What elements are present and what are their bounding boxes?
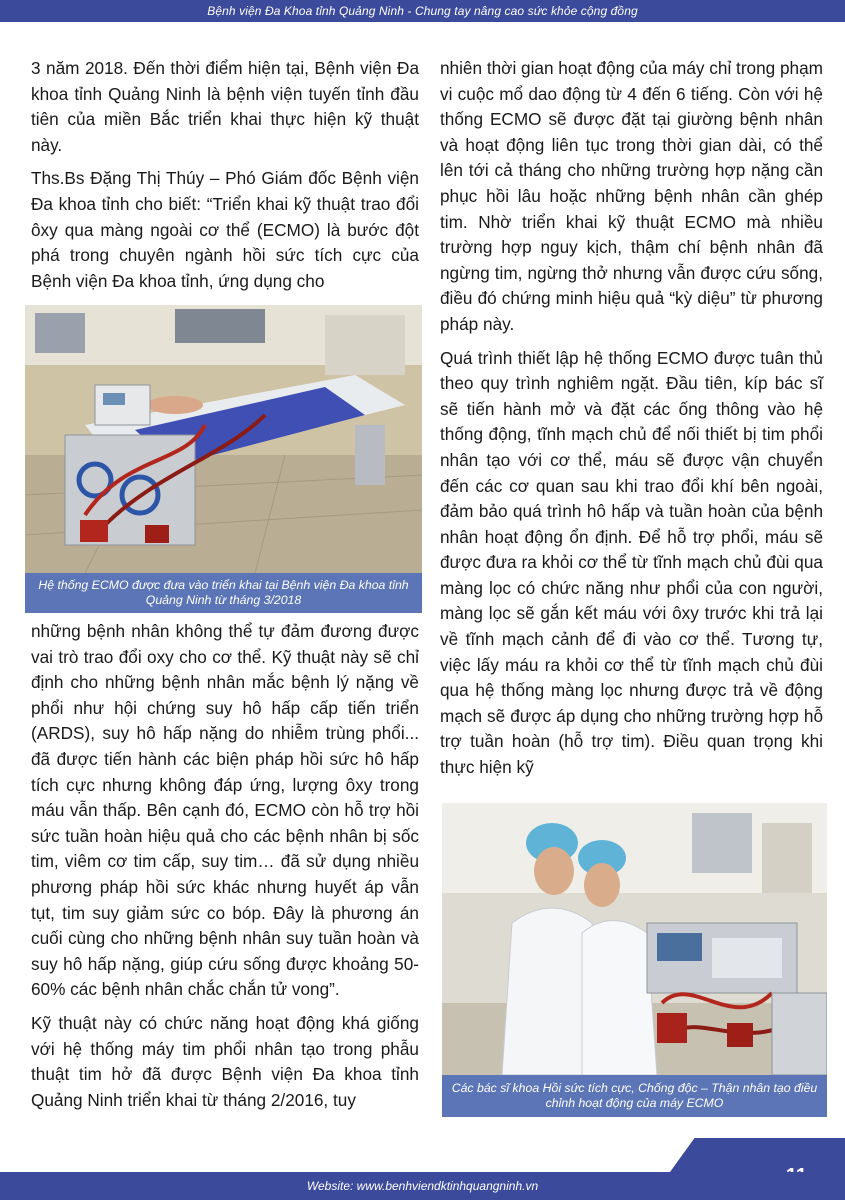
footer-band (0, 1172, 845, 1200)
footer-website: Website: www.benhviendktinhquangninh.vn (306, 1179, 539, 1193)
header-slogan: Bệnh viện Đa Khoa tỉnh Quảng Ninh - Chung tay nâng cao sức khỏe cộng đồng (207, 4, 638, 18)
left-column-bottom (31, 619, 419, 1121)
paragraph: Ths.Bs Đặng Thị Thúy – Phó Giám đốc Bệnh viện Đa khoa tỉnh cho biết: “Triển khai kỹ thuật trao đổi ôxy qua màng ngoài cơ thể (ECMO) là bước đột phá trong chuyên ngành hồi sức tích cực của Bệnh viện Đa khoa tỉnh, ứng dụng cho (31, 168, 419, 291)
header-band (0, 0, 845, 22)
photo-doctors-illustration (442, 803, 827, 1075)
caption-doctors: Các bác sĩ khoa Hồi sức tích cực, Chống độc – Thận nhân tạo điều chỉnh hoạt động của máy ECMO (442, 1075, 827, 1117)
photo-ecmo-bed (25, 305, 422, 573)
photo-ecmo-bed-illustration (25, 305, 422, 573)
left-column-top (31, 56, 419, 302)
figure-doctors (442, 803, 827, 1117)
paragraph: Quá trình thiết lập hệ thống ECMO được tuân thủ theo quy trình nghiêm ngặt. Đầu tiên, kíp bác sĩ sẽ tiến hành mở và đặt các ống thông vào hệ thống động, tĩnh mạch chủ để nối thiết bị tim phổi nhân tạo với cơ thể, máu sẽ được vận chuyển đến các cơ quan sau khi trao đổi khí bên ngoài, đảm bảo quá trình hô hấp và tuần hoàn của bệnh nhân hoạt động ổn định. Để hỗ trợ phổi, máu sẽ được đưa ra khỏi cơ thể từ tĩnh mạch chủ đùi qua màng lọc có chức năng như phổi của con người, màng lọc sẽ gắn kết máu với ôxy trước khi trả lại về tĩnh mạch cảnh để đi vào cơ thể. Tương tự, việc lấy máu ra khỏi cơ thể từ tĩnh mạch chủ đùi qua hệ thống màng lọc nhưng được trả về động mạch sẽ được áp dụng cho những trường hợp hỗ trợ tuần hoàn (hỗ trợ tim). Điều quan trọng khi thực hiện kỹ (440, 347, 823, 778)
paragraph: 3 năm 2018. Đến thời điểm hiện tại, Bệnh viện Đa khoa tỉnh Quảng Ninh là bệnh viện tuyến tỉnh đầu tiên của miền Bắc triển khai thực hiện kỹ thuật này. (31, 58, 419, 155)
caption-ecmo-bed: Hệ thống ECMO được đưa vào triển khai tại Bệnh viện Đa khoa tỉnh Quảng Ninh từ tháng 3/2018 (25, 573, 422, 613)
figure-ecmo-bed (25, 305, 422, 613)
photo-doctors (442, 803, 827, 1075)
paragraph: Kỹ thuật này có chức năng hoạt động khá giống với hệ thống máy tim phổi nhân tạo trong phẫu thuật tim hở đã được Bệnh viện Đa khoa tỉnh Quảng Ninh triển khai từ tháng 2/2016, tuy (31, 1012, 419, 1110)
paragraph: nhiên thời gian hoạt động của máy chỉ trong phạm vi cuộc mổ dao động từ 4 đến 6 tiếng. Còn với hệ thống ECMO sẽ được đặt tại giường bệnh nhân và hoạt động liên tục trong thời gian dài, có thể lên tới cả tháng cho những trường hợp nặng cần phục hồi lâu hoặc những bệnh nhân cần ghép tim. Nhờ triển khai kỹ thuật ECMO mà nhiều trường hợp nguy kịch, thậm chí bệnh nhân đã ngừng tim, ngừng thở nhưng vẫn được cứu sống, điều đó chứng minh hiệu quả “kỳ diệu” từ phương pháp này. (440, 58, 823, 334)
right-column-top (440, 56, 823, 789)
page-number-tab (670, 1138, 845, 1172)
paragraph: những bệnh nhân không thể tự đảm đương được vai trò trao đổi oxy cho cơ thể. Kỹ thuật này sẽ chỉ định cho những bệnh nhân mắc bệnh lý nặng về phổi như hội chứng suy hô hấp cấp tiến triển (ARDS), suy hô hấp nặng do nhiễm trùng phổi... đã được tiến hành các biện pháp hồi sức hô hấp tích cực nhưng không đáp ứng, lượng ôxy trong máu vẫn thấp. Bên cạnh đó, ECMO còn hỗ trợ hồi sức tuần hoàn hiệu quả cho các bệnh nhân bị sốc tim, viêm cơ tim cấp, suy tim… đã sử dụng nhiều phương pháp hồi sức khác nhưng huyết áp vẫn tụt, tim suy giảm sức co bóp. Đây là phương án cuối cùng cho những bệnh nhân suy tuần hoàn và suy hô hấp nặng, giúp cứu sống được khoảng 50-60% các bệnh nhân chắc chắn tử vong”. (31, 621, 419, 1000)
